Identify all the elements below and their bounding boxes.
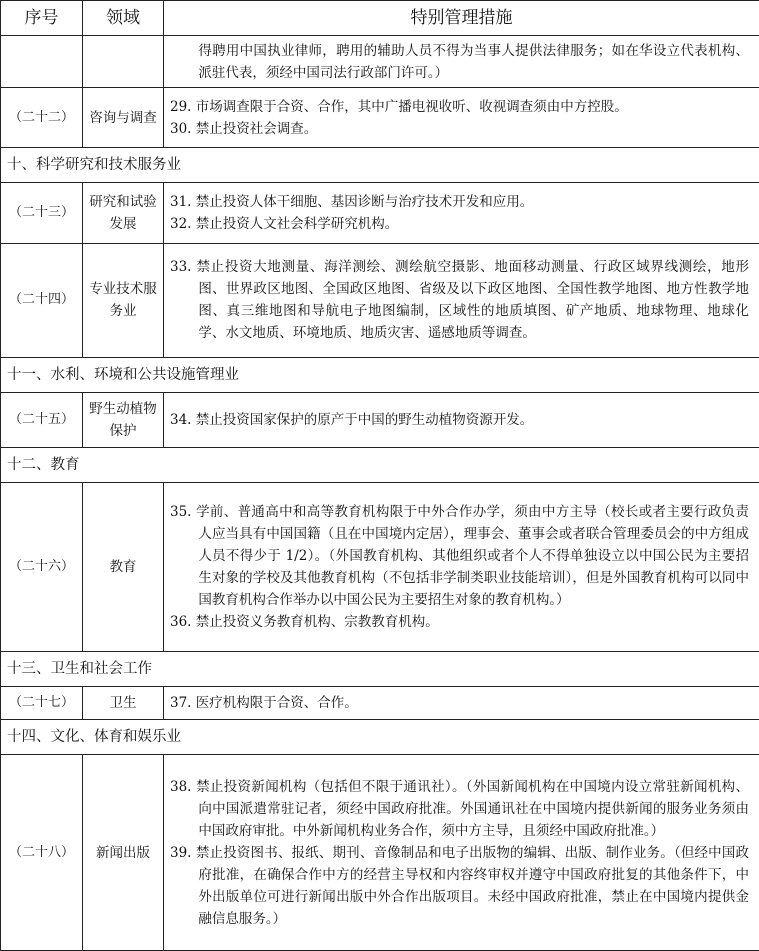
section-title: 十二、教育 (1, 448, 759, 483)
seq-cell (1, 36, 83, 88)
field-cell: 咨询与调查 (83, 88, 164, 148)
table-row (1, 393, 759, 448)
measure-cell (164, 393, 759, 448)
seq-cell: （二十二） (1, 88, 83, 148)
measure-item: 34. 禁止投资国家保护的原产于中国的野生动植物资源开发。 (170, 412, 534, 429)
measure-item: 38. 禁止投资新闻机构（包括但不限于通讯社）。（外国新闻机构在中国境内设立常驻新闻机构、向中国派遣常驻记者，须经中国政府批准。外国通讯社在中国境内提供新闻的服务业务须由中国政府审批。中外新闻机构业务合作，须中方主导，且须经中国政府批准。） (170, 778, 749, 839)
seq-cell: （二十三） (1, 183, 83, 243)
measure-cell (164, 36, 759, 88)
seq-cell: （二十六） (1, 483, 83, 652)
measure-item: 35. 学前、普通高中和高等教育机构限于中外合作办学，须由中方主导（校长或者主要行政负责人应当具有中国国籍（且在中国境内定居），理事会、董事会或者联合管理委员会的中方组成人员不得少于 1/2）。（外国教育机构、其他组织或者个人不得单独设立以中国公民为主要招生对象的学校及其他教育机构（不包括非学制类职业技能培训），但是外国教育机构可以同中国教育机构合作举办以中国公民为主要招生对象的教育机构。） (170, 504, 749, 609)
table-row (1, 483, 759, 652)
measure-item: 31. 禁止投资人体干细胞、基因诊断与治疗技术开发和应用。 (170, 193, 534, 210)
measure-item: 32. 禁止投资人文社会科学研究机构。 (170, 215, 399, 232)
section-row (1, 652, 759, 687)
section-title: 十、科学研究和技术服务业 (1, 148, 759, 183)
seq-cell: （二十七） (1, 687, 83, 720)
section-row (1, 358, 759, 393)
measure-cell (164, 183, 759, 243)
field-cell: 新闻出版 (83, 755, 164, 951)
header-seq: 序号 (1, 1, 83, 36)
table-body (1, 36, 759, 951)
table-row (1, 183, 759, 243)
header-measures: 特别管理措施 (164, 1, 759, 36)
section-title: 十一、水利、环境和公共设施管理业 (1, 358, 759, 393)
field-cell: 野生动植物保护 (83, 393, 164, 448)
table-header-row (1, 1, 759, 36)
table-row (1, 88, 759, 148)
section-row (1, 448, 759, 483)
measure-item: 29. 市场调查限于合资、合作，其中广播电视收听、收视调查须由中方控股。 (170, 98, 628, 115)
measure-cell (164, 88, 759, 148)
measure-cell (164, 483, 759, 652)
measure-item: 30. 禁止投资社会调查。 (170, 120, 318, 137)
table-row (1, 755, 759, 951)
field-cell: 研究和试验发展 (83, 183, 164, 243)
field-cell (83, 36, 164, 88)
measure-item: 39. 禁止投资图书、报纸、期刊、音像制品和电子出版物的编辑、出版、制作业务。（但经中国政府批准，在确保合作中方的经营主导权和内容终审权并遵守中国政府批复的其他条件下，中外出版单位可进行新闻出版中外合作出版项目。未经中国政府批准，禁止在中国境内提供金融信息服务。） (170, 844, 749, 927)
table-row (1, 687, 759, 720)
seq-cell: （二十五） (1, 393, 83, 448)
seq-cell: （二十四） (1, 243, 83, 357)
continuation-row (1, 36, 759, 88)
measure-item: 33. 禁止投资大地测量、海洋测绘、测绘航空摄影、地面移动测量、行政区域界线测绘，地形图、世界政区地图、全国政区地图、省级及以下政区地图、全国性教学地图、地方性教学地图、真三维地图和导航电子地图编制，区域性的地质填图、矿产地质、地球物理、地球化学、水文地质、环境地质、地质灾害、遥感地质等调查。 (170, 259, 749, 342)
measure-cell (164, 687, 759, 720)
field-cell: 卫生 (83, 687, 164, 720)
field-cell: 专业技术服务业 (83, 243, 164, 357)
section-row (1, 148, 759, 183)
measure-cell (164, 243, 759, 357)
measure-item: 37. 医疗机构限于合资、合作。 (170, 695, 358, 712)
field-cell: 教育 (83, 483, 164, 652)
measure-item: 36. 禁止投资义务教育机构、宗教教育机构。 (170, 614, 439, 631)
section-row (1, 720, 759, 755)
continued-text: 得聘用中国执业律师，聘用的辅助人员不得为当事人提供法律服务；如在华设立代表机构、派驻代表，须经中国司法行政部门许可。） (198, 42, 749, 81)
section-title: 十四、文化、体育和娱乐业 (1, 720, 759, 755)
measure-cell (164, 755, 759, 951)
seq-cell: （二十八） (1, 755, 83, 951)
header-field: 领域 (83, 1, 164, 36)
section-title: 十三、卫生和社会工作 (1, 652, 759, 687)
table-row (1, 243, 759, 357)
